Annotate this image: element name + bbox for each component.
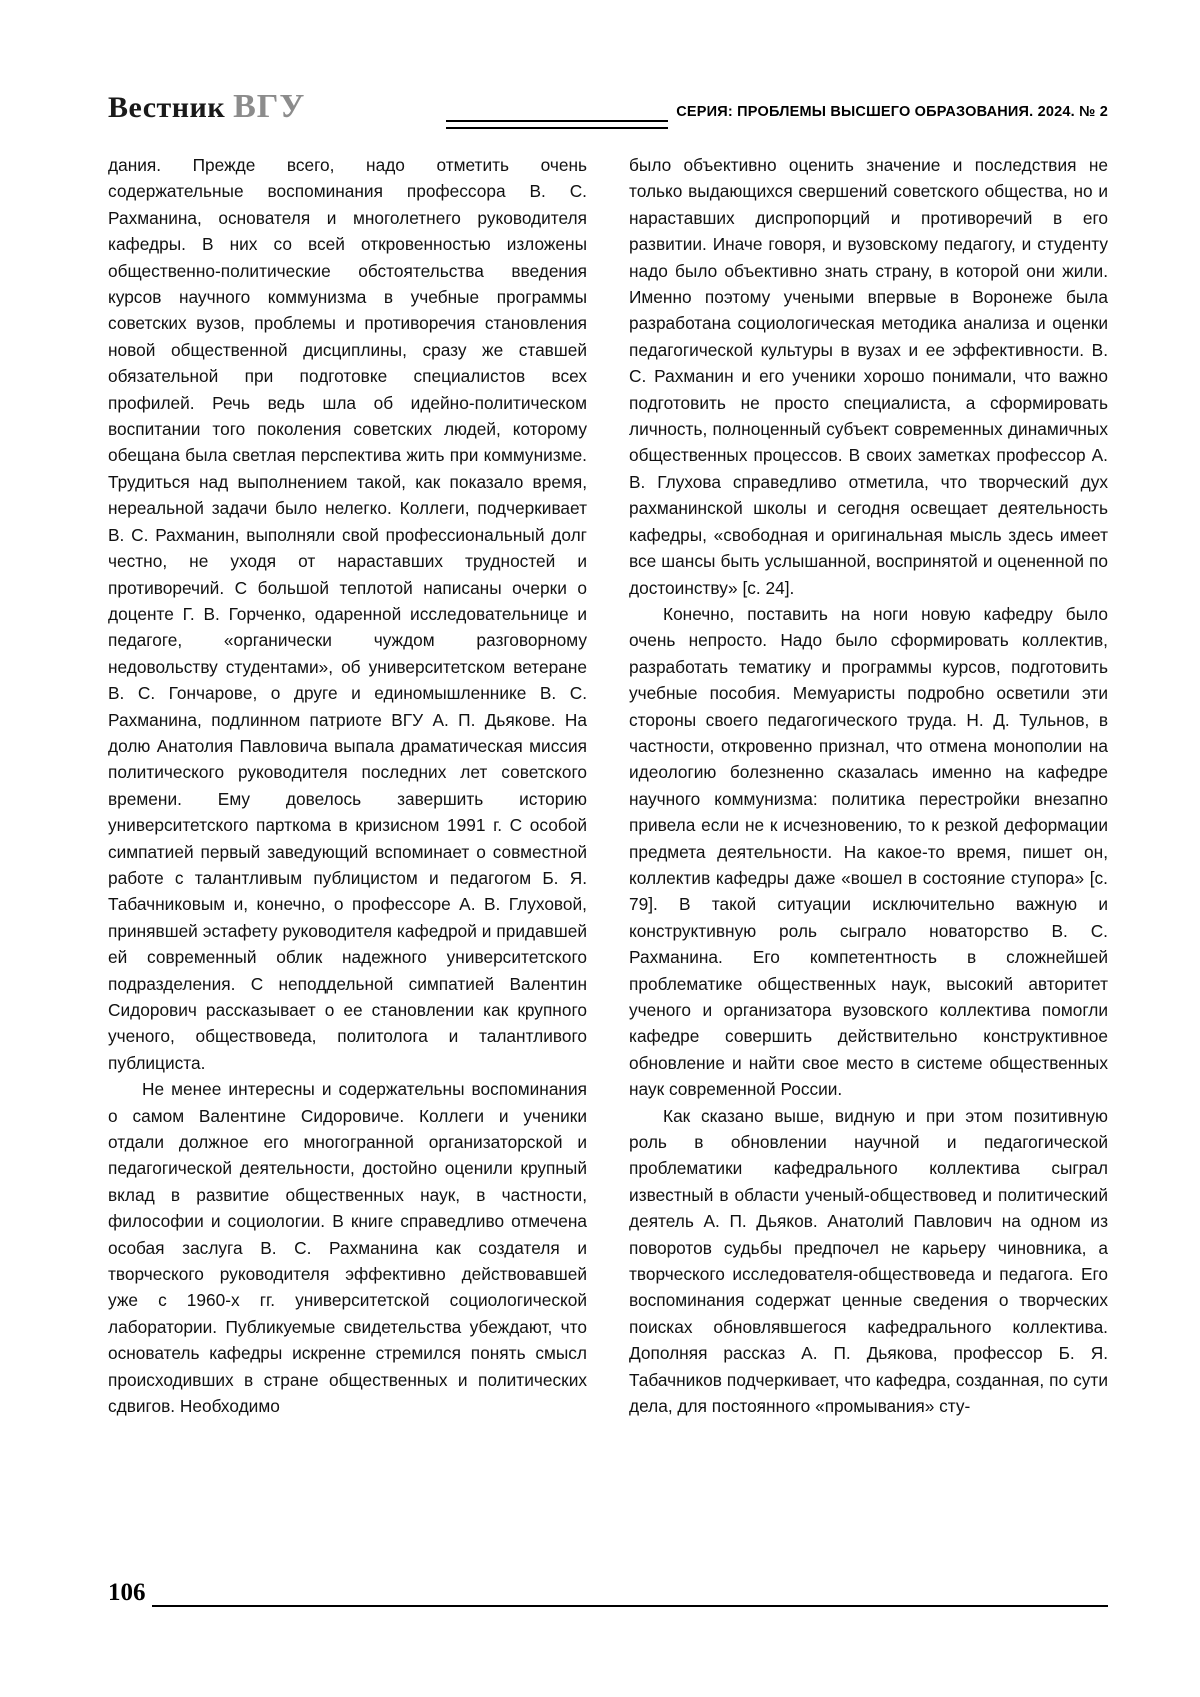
left-column — [108, 152, 587, 1420]
header-divider-rule — [446, 120, 668, 129]
journal-series-line: СЕРИЯ: ПРОБЛЕМЫ ВЫСШЕГО ОБРАЗОВАНИЯ. 2024. № 2 — [676, 104, 1108, 120]
page-footer — [108, 1579, 1108, 1609]
journal-abbreviation: ВГУ — [233, 88, 306, 125]
paragraph: было объективно оценить значение и последствия не только выдающихся свершений советского общества, но и нараставших диспропорций и противоречий в его развитии. Иначе говоря, и вузовскому педагогу, и студенту надо было объективно знать страну, в которой они жили. Именно поэтому учеными впервые в Воронеже была разработана социологическая методика анализа и оценки педагогической культуры в вузах и ее эффективности. В. С. Рахманин и его ученики хорошо понимали, что важно подготовить не просто специалиста, а сформировать личность, полноценный субъект современных динамичных общественных процессов. В своих заметках профессор А. В. Глухова справедливо отметила, что творческий дух рахманинской школы и сегодня освещает деятельность кафедры, «свободная и оригинальная мысль здесь имеет все шансы быть услышанной, воспринятой и оцененной по достоинству» [с. 24]. — [629, 155, 1108, 598]
journal-name: Вестник — [108, 91, 226, 124]
journal-masthead — [108, 88, 305, 126]
article-body — [108, 152, 1108, 1420]
paragraph: Как сказано выше, видную и при этом позитивную роль в обновлении научной и педагогической проблематики кафедрального коллектива сыграл известный в области ученый-обществовед и политический деятель А. П. Дьяков. Анатолий Павлович на одном из поворотов судьбы предпочел не карьеру чиновника, а творческого исследователя-обществоведа и педагога. Его воспоминания содержат ценные сведения о творческих поисках обновлявшегося кафедрального коллектива. Дополняя рассказ А. П. Дьякова, профессор Б. Я. Табачников подчеркивает, что кафедра, созданная, по сути дела, для постоянного «промывания» сту- — [629, 1105, 1108, 1417]
right-column — [629, 152, 1108, 1420]
page-header — [108, 88, 1108, 136]
paragraph: Конечно, поставить на ноги новую кафедру было очень непросто. Надо было сформировать коллектив, разработать тематику и программы курсов, подготовить учебные пособия. Мемуаристы подробно осветили эти стороны своего педагогического труда. Н. Д. Тульнов, в частности, откровенно признал, что отмена монополии на идеологию болезненно сказалась именно на кафедре научного коммунизма: политика перестройки внезапно привела если не к исчезновению, то к резкой деформации предмета деятельности. На какое-то время, пишет он, коллектив кафедры даже «вошел в состояние ступора» [с. 79]. В такой ситуации исключительно важную и конструктивную роль сыграло новаторство В. С. Рахманина. Его компетентность в сложнейшей проблематике общественных наук, высокий авторитет ученого и организатора вузовского коллектива помогли кафедре совершить действительно конструктивное обновление и найти свое место в системе общественных наук современной России. — [629, 603, 1108, 1100]
paragraph: дания. Прежде всего, надо отметить очень содержательные воспоминания профессора В. С. Рахманина, основателя и многолетнего руководителя кафедры. В них со всей откровенностью изложены общественно-политические обстоятельства введения курсов научного коммунизма в учебные программы советских вузов, проблемы и противоречия становления новой общественной дисциплины, сразу же ставшей обязательной при подготовке специалистов всех профилей. Речь ведь шла об идейно-политическом воспитании того поколения советских людей, которому обещана была светлая перспектива жить при коммунизме. Трудиться над выполнением такой, как показало время, нереальной задачи было нелегко. Коллеги, подчеркивает В. С. Рахманин, выполняли свой профессиональный долг честно, не уходя от нараставших трудностей и противоречий. С большой теплотой написаны очерки о доценте Г. В. Горченко, одаренной исследовательнице и педагоге, «органически чуждом разговорному недовольству студентами», об университетском ветеране В. С. Гончарове, о друге и единомышленнике В. С. Рахманина, подлинном патриоте ВГУ А. П. Дьякове. На долю Анатолия Павловича выпала драматическая миссия политического руководителя последних лет советского времени. Ему довелось завершить историю университетского парткома в кризисном 1991 г. С особой симпатией первый заведующий вспоминает о совместной работе с талантливым публицистом и педагогом Б. Я. Табачниковым и, конечно, о профессоре А. В. Глуховой, принявшей эстафету руководителя кафедрой и придавшей ей современный облик надежного университетского подразделения. С неподдельной симпатией Валентин Сидорович рассказывает о ее становлении как крупного ученого, обществоведа, политолога и талантливого публициста. — [108, 155, 587, 1073]
footer-divider-rule — [152, 1605, 1108, 1607]
page-number: 106 — [108, 1579, 146, 1606]
paragraph: Не менее интересны и содержательны воспоминания о самом Валентине Сидоровиче. Коллеги и ученики отдали должное его многогранной организаторской и педагогической деятельности, достойно оценили крупный вклад в развитие общественных наук, в частности, философии и социологии. В книге справедливо отмечена особая заслуга В. С. Рахманина как создателя и творческого руководителя эффективно действовавшей уже с 1960-х гг. университетской социологической лаборатории. Публикуемые свидетельства убеждают, что основатель кафедры искренне стремился понять смысл происходивших в стране общественных и политических сдвигов. Необходимо — [108, 1079, 587, 1417]
